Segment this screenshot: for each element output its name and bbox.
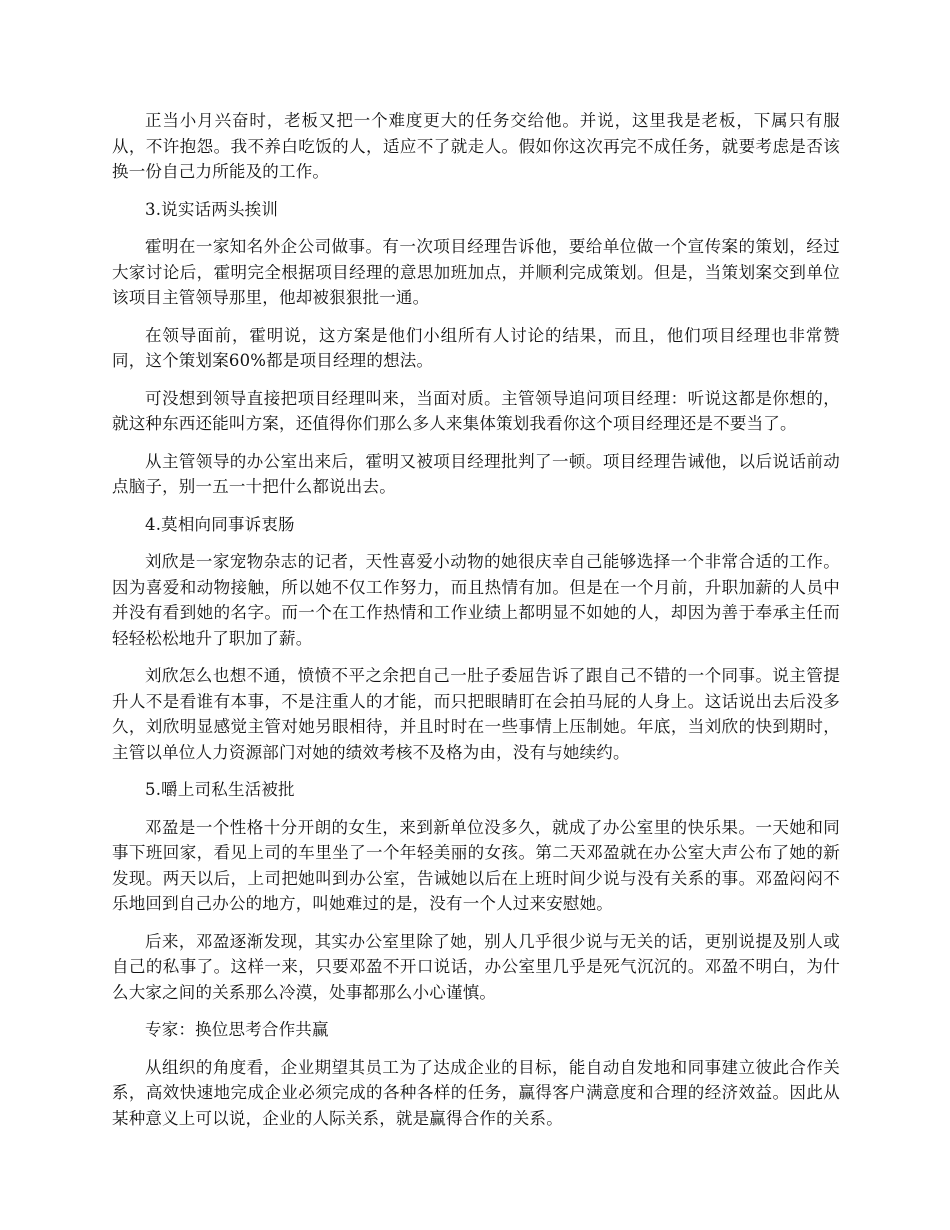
paragraph: 正当小月兴奋时，老板又把一个难度更大的任务交给他。并说，这里我是老板，下属只有服从，不许抱怨。我不养白吃饭的人，适应不了就走人。假如你这次再完不成任务，就要考虑是否该换一份自己力所能及的工作。 (112, 111, 840, 181)
section-heading: 专家：换位思考合作共赢 (145, 1020, 329, 1039)
paragraph: 从主管领导的办公室出来后，霍明又被项目经理批判了一顿。项目经理告诫他，以后说话前动点脑子，别一五一十把什么都说出去。 (112, 451, 840, 496)
paragraph: 霍明在一家知名外企公司做事。有一次项目经理告诉他，要给单位做一个宣传案的策划，经过大家讨论后，霍明完全根据项目经理的意思加班加点，并顺利完成策划。但是，当策划案交到单位该项目主管领导那里，他却被狠狠批一通。 (112, 237, 840, 307)
paragraph: 可没想到领导直接把项目经理叫来，当面对质。主管领导追问项目经理：听说这都是你想的，就这种东西还能叫方案，还值得你们那么多人来集体策划我看你这个项目经理还是不要当了。 (112, 388, 840, 433)
section-heading: 5.嚼上司私生活被批 (145, 780, 295, 799)
paragraph: 刘欣是一家宠物杂志的记者，天性喜爱小动物的她很庆幸自己能够选择一个非常合适的工作。因为喜爱和动物接触，所以她不仅工作努力，而且热情有加。但是在一个月前，升职加薪的人员中并没有看到她的名字。而一个在工作热情和工作业绩上都明显不如她的人，却因为善于奉承主任而轻轻松松地升了职加了薪。 (112, 552, 840, 648)
paragraph: 刘欣怎么也想不通，愤愤不平之余把自己一肚子委屈告诉了跟自己不错的一个同事。说主管提升人不是看谁有本事，不是注重人的才能，而只把眼睛盯在会拍马屁的人身上。这话说出去后没多久，刘欣明显感觉主管对她另眼相待，并且时时在一些事情上压制她。年底，当刘欣的快到期时，主管以单位人力资源部门对她的绩效考核不及格为由，没有与她续约。 (112, 666, 840, 762)
paragraph: 在领导面前，霍明说，这方案是他们小组所有人讨论的结果，而且，他们项目经理也非常赞同，这个策划案60%都是项目经理的想法。 (112, 325, 840, 370)
paragraph: 后来，邓盈逐渐发现，其实办公室里除了她，别人几乎很少说与无关的话，更别说提及别人或自己的私事了。这样一来，只要邓盈不开口说话，办公室里几乎是死气沉沉的。邓盈不明白，为什么大家之间的关系那么冷漠，处事都那么小心谨慎。 (112, 931, 840, 1002)
paragraph: 从组织的角度看，企业期望其员工为了达成企业的目标，能自动自发地和同事建立彼此合作关系，高效快速地完成企业必须完成的各种各样的任务，赢得客户满意度和合理的经济效益。因此从某种意义上可以说，企业的人际关系，就是赢得合作的关系。 (112, 1057, 840, 1128)
paragraph: 邓盈是一个性格十分开朗的女生，来到新单位没多久，就成了办公室里的快乐果。一天她和同事下班回家，看见上司的车里坐了一个年轻美丽的女孩。第二天邓盈就在办公室大声公布了她的新发现。两天以后，上司把她叫到办公室，告诫她以后在上班时间少说与没有关系的事。邓盈闷闷不乐地回到自己办公的地方，叫她难过的是，没有一个人过来安慰她。 (112, 817, 840, 913)
section-heading: 3.说实话两头挨训 (145, 199, 279, 219)
section-heading: 4.莫相向同事诉衷肠 (145, 514, 295, 534)
